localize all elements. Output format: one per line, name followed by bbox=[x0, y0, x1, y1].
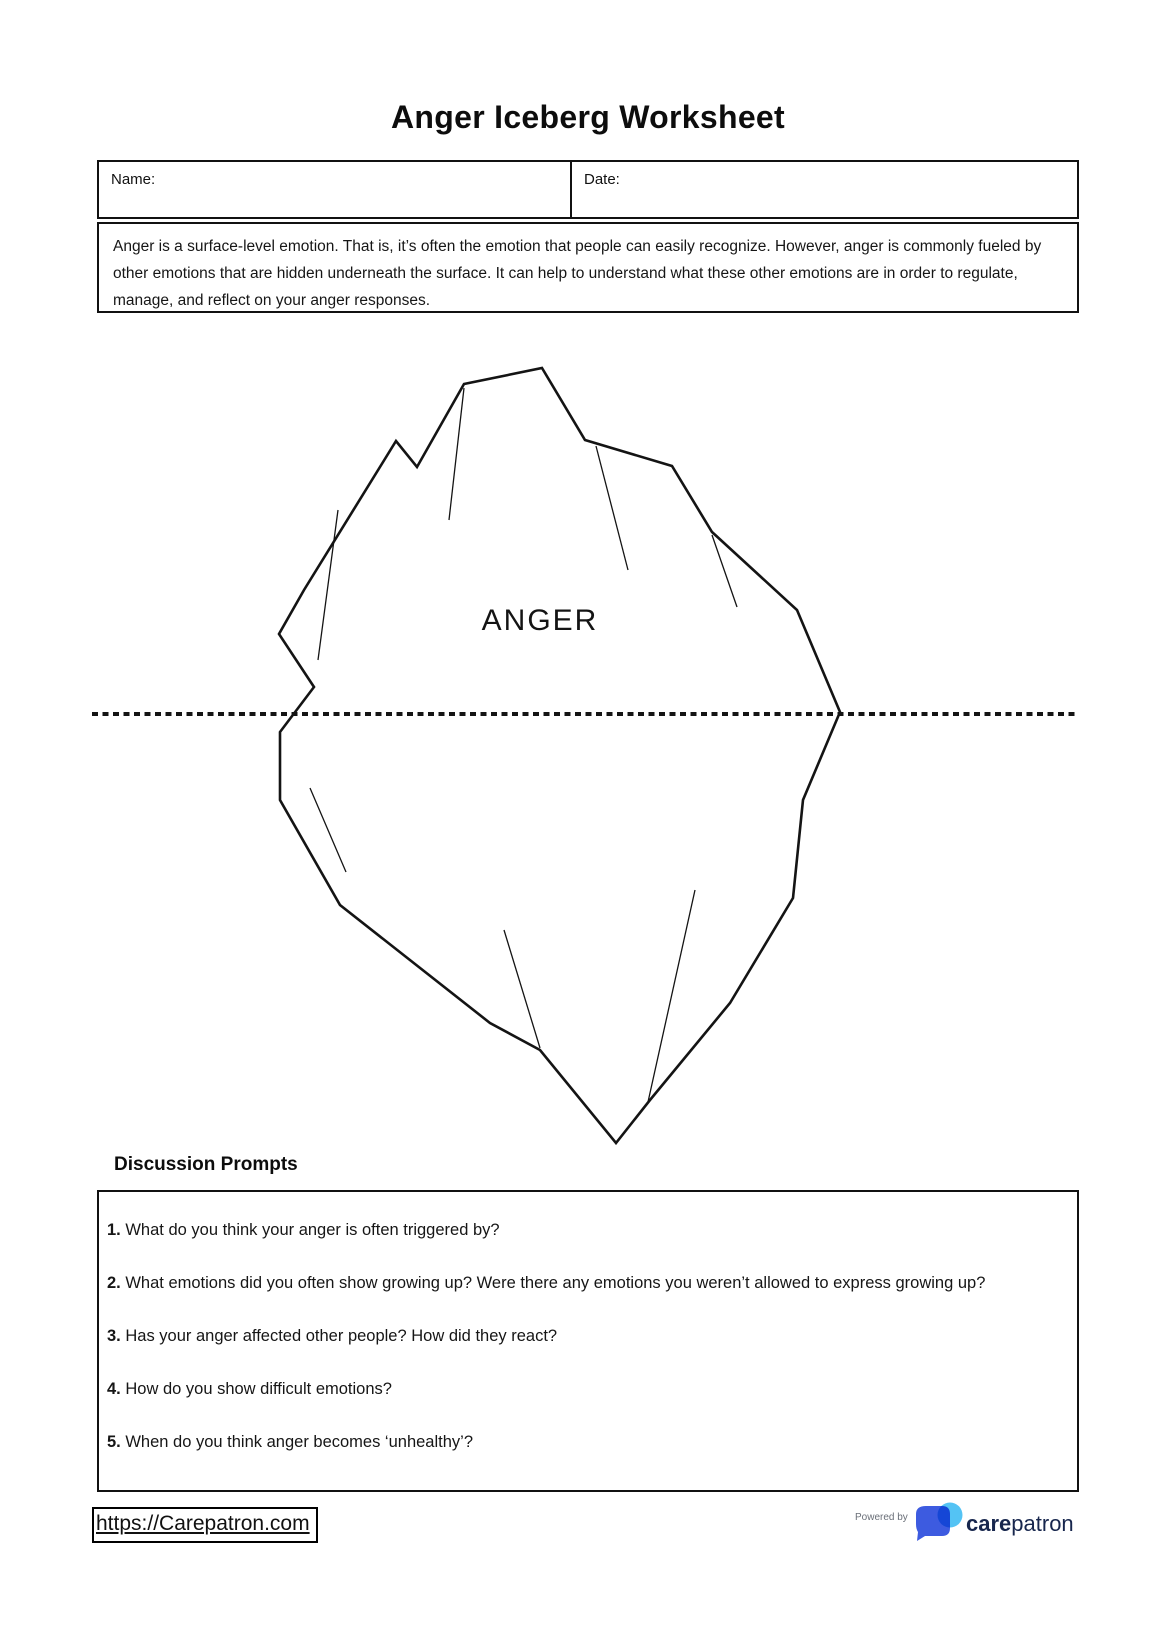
brand-text-care: care bbox=[966, 1511, 1012, 1536]
name-date-table bbox=[97, 160, 1079, 219]
name-field[interactable] bbox=[99, 162, 572, 217]
intro-paragraph: Anger is a surface-level emotion. That is, it’s often the emotion that people can easily recognize. However, anger is commonly fueled by other emotions that are hidden underneath the surface. It can help to understand what these other emotions are in order to regulate, manage, and reflect on your anger responses. bbox=[113, 238, 1042, 309]
carepatron-link[interactable]: https://Carepatron.com bbox=[92, 1507, 318, 1543]
page-title: Anger Iceberg Worksheet bbox=[391, 99, 785, 135]
intro-text-box bbox=[97, 222, 1079, 313]
prompt-item bbox=[107, 1373, 1057, 1405]
prompt-number: 1. bbox=[107, 1221, 121, 1239]
anger-label: ANGER bbox=[481, 604, 599, 637]
date-field[interactable] bbox=[572, 162, 1077, 217]
carepatron-logo-icon bbox=[913, 1500, 965, 1542]
prompt-item bbox=[107, 1320, 1057, 1352]
logo-circle-shape bbox=[938, 1503, 963, 1528]
name-label: Name: bbox=[111, 171, 156, 188]
prompt-item bbox=[107, 1267, 1057, 1299]
prompt-text: Has your anger affected other people? How did they react? bbox=[125, 1327, 558, 1345]
prompt-number: 4. bbox=[107, 1380, 121, 1398]
powered-by-label: Powered by bbox=[855, 1512, 908, 1523]
prompt-text: When do you think anger becomes ‘unhealthy’? bbox=[125, 1433, 473, 1451]
iceberg-crevice-lines bbox=[310, 388, 737, 1102]
prompt-number: 5. bbox=[107, 1433, 121, 1451]
prompt-item bbox=[107, 1426, 1057, 1458]
date-label: Date: bbox=[584, 171, 620, 188]
prompts-heading: Discussion Prompts bbox=[114, 1154, 298, 1175]
prompt-text: What emotions did you often show growing up? Were there any emotions you weren’t allowed to express growing up? bbox=[125, 1274, 986, 1292]
carepatron-wordmark bbox=[966, 1509, 1074, 1539]
prompt-item bbox=[107, 1214, 1057, 1246]
brand-text-patron: patron bbox=[1011, 1511, 1074, 1536]
prompt-text: What do you think your anger is often triggered by? bbox=[125, 1221, 500, 1239]
prompt-number: 3. bbox=[107, 1327, 121, 1345]
iceberg-outline bbox=[279, 368, 840, 1143]
prompt-text: How do you show difficult emotions? bbox=[125, 1380, 392, 1398]
prompt-number: 2. bbox=[107, 1274, 121, 1292]
prompts-box bbox=[97, 1190, 1079, 1492]
